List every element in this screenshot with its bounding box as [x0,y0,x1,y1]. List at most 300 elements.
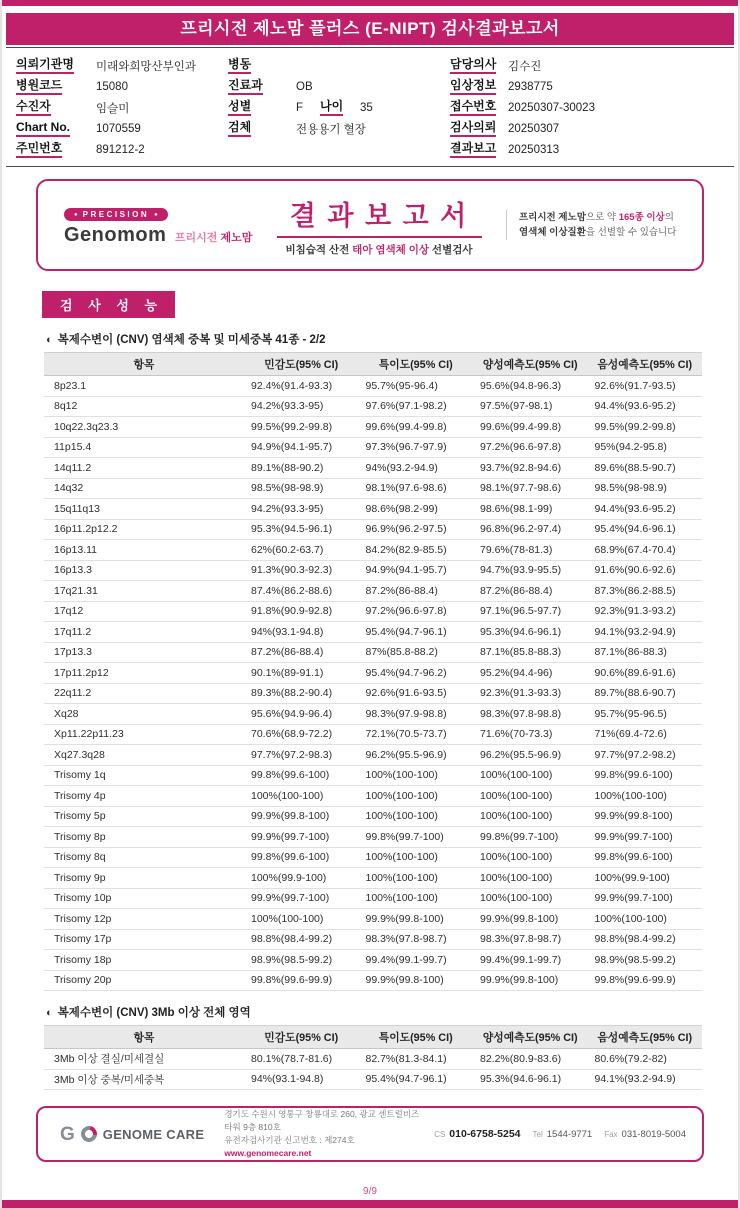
metric-cell: 100%(100-100) [473,847,588,868]
metric-cell: 100%(100-100) [473,765,588,786]
footer-contacts [434,1128,686,1140]
metric-cell: 79.6%(78-81.3) [473,540,588,561]
field-department [228,76,450,97]
footer-license: 유전자검사기관 신고번호 : 제274호 [224,1135,355,1145]
metric-cell: 90.6%(89.6-91.6) [588,663,703,684]
metric-cell: 95.2%(94.4-96) [473,663,588,684]
metric-cell: 92.6%(91.7-93.5) [588,376,703,397]
title-underline [277,236,482,238]
table-row [44,663,702,684]
metric-cell: 98.1%(97.6-98.6) [359,478,474,499]
metric-cell: 98.3%(97.9-98.8) [359,704,474,725]
result-report-header [36,179,704,271]
row-item-label: Trisomy 8p [44,827,244,848]
metric-cell: 90.1%(89-91.1) [244,663,359,684]
metric-cell: 100%(100-100) [359,765,474,786]
table-row [44,642,702,663]
field-value: 2938775 [508,80,553,93]
note-segment: 프리시전 제노맘 [519,211,586,223]
metric-cell: 62%(60.2-63.7) [244,540,359,561]
metric-cell: 99.9%(99.7-100) [244,827,359,848]
metric-cell: 95.3%(94.5-96.1) [244,519,359,540]
table-header-row [44,1026,702,1049]
metric-cell: 72.1%(70.5-73.7) [359,724,474,745]
subtitle-accent: 태아 염색체 이상 [352,243,430,256]
field-value: 전용용기 혈장 [296,123,366,136]
metric-cell: 94.9%(94.1-95.7) [244,437,359,458]
field-value: 미래와희망산부인과 [96,60,196,73]
metric-cell: 92.6%(91.6-93.5) [359,683,474,704]
dot-icon: ● [74,211,78,218]
metric-cell: 99.6%(99.4-99.8) [359,417,474,438]
metric-cell: 98.8%(98.4-99.2) [244,929,359,950]
precision-badge [64,208,168,221]
result-report-title: 결 과 보 고 서 [289,200,469,231]
metric-cell: 80.1%(78.7-81.6) [244,1049,359,1070]
row-item-label: Trisomy 4p [44,786,244,807]
metric-cell: 94.4%(93.6-95.2) [588,396,703,417]
metric-cell: 89.7%(88.6-90.7) [588,683,703,704]
row-item-label: Trisomy 20p [44,970,244,991]
metric-cell: 87.2%(86-88.4) [473,581,588,602]
row-item-label: 17q21.31 [44,581,244,602]
bottom-accent-bar [0,1200,740,1208]
field-doctor [450,55,728,76]
field-ward [228,55,450,76]
metric-cell: 99.9%(99.8-100) [244,806,359,827]
column-header: 항목 [44,1026,244,1049]
metric-cell: 94.1%(93.2-94.9) [588,622,703,643]
table-row [44,765,702,786]
row-item-label: Trisomy 18p [44,950,244,971]
metric-cell: 99.9%(99.8-100) [359,909,474,930]
table-row [44,560,702,581]
row-item-label: 8p23.1 [44,376,244,397]
field-label: 검체 [228,120,251,137]
note-accent: 165종 이상 [618,211,665,223]
row-item-label: Trisomy 12p [44,909,244,930]
metric-cell: 97.2%(96.6-97.8) [473,437,588,458]
field-label: Chart No. [16,120,70,137]
field-value: 1070559 [96,122,141,135]
note-segment: 염색체 이상질환 [519,227,586,238]
row-item-label: 3Mb 이상 결실/미세결실 [44,1049,244,1070]
precision-badge-label: PRECISION [82,210,150,220]
metric-cell: 92.3%(91.3-93.2) [588,601,703,622]
metric-cell: 97.1%(96.5-97.7) [473,601,588,622]
metric-cell: 87.1%(85.8-88.3) [473,642,588,663]
column-header: 음성예측도(95% CI) [588,1026,703,1049]
brand-sub-precision: 프리시전 [174,232,218,245]
metric-cell: 96.2%(95.5-96.9) [359,745,474,766]
metric-cell: 99.8%(99.6-100) [244,847,359,868]
table-row [44,601,702,622]
row-item-label: Trisomy 8q [44,847,244,868]
row-item-label: Xq28 [44,704,244,725]
field-value: 891212-2 [96,143,145,156]
table-row [44,724,702,745]
metric-cell: 94.7%(93.9-95.5) [473,560,588,581]
field-label: 진료과 [228,78,263,95]
patient-info-divider [6,166,734,167]
row-item-label: Trisomy 17p [44,929,244,950]
field-request-date [450,118,728,139]
column-header: 민감도(95% CI) [244,1026,359,1049]
metric-cell: 98.9%(98.5-99.2) [244,950,359,971]
metric-cell: 98.5%(98-98.9) [588,478,703,499]
cnv-3mb-caption [46,1004,738,1020]
cnv-3mb-table [44,1025,702,1090]
metric-cell: 99.8%(99.6-100) [588,765,703,786]
row-item-label: 10q22.3q23.3 [44,417,244,438]
row-item-label: 22q11.2 [44,683,244,704]
patient-info-column-right [450,55,728,160]
genomecare-logo-text: GENOME CARE [102,1126,205,1142]
patient-info-column-middle [228,55,450,160]
row-item-label: 16p11.2p12.2 [44,519,244,540]
field-label: 임상정보 [450,78,496,95]
table-row [44,827,702,848]
genomecare-logo-g: G [60,1123,75,1145]
metric-cell: 87.2%(86-88.4) [359,581,474,602]
table-row [44,458,702,479]
subtitle-segment: 비침습적 산전 [285,243,353,256]
table-row [44,581,702,602]
metric-cell: 94.1%(93.2-94.9) [588,1069,703,1090]
page-title: 프리시전 제노맘 플러스 (E-NIPT) 검사결과보고서 [6,13,734,45]
row-item-label: 14q11.2 [44,458,244,479]
field-clinical-info [450,76,728,97]
metric-cell: 99.9%(99.7-100) [588,888,703,909]
metric-cell: 100%(100-100) [244,786,359,807]
note-segment: 의 [664,211,674,223]
row-item-label: Trisomy 1q [44,765,244,786]
metric-cell: 98.6%(98.1-99) [473,499,588,520]
field-label: 수진자 [16,99,51,116]
dot-icon: ● [154,211,158,218]
metric-cell: 97.7%(97.2-98.3) [244,745,359,766]
screening-note [506,210,686,240]
metric-cell: 99.8%(99.6-99.9) [588,970,703,991]
metric-cell: 91.3%(90.3-92.3) [244,560,359,581]
metric-cell: 95.6%(94.8-96.3) [473,376,588,397]
field-receipt-no [450,97,728,118]
table-row [44,909,702,930]
row-item-label: 8q12 [44,396,244,417]
table-row [44,437,702,458]
metric-cell: 98.3%(97.8-98.8) [473,704,588,725]
table-row [44,745,702,766]
field-label: 병원코드 [16,78,62,95]
column-header: 특이도(95% CI) [359,353,474,376]
footer-address: 경기도 수원시 영통구 창룡대로 260, 광교 센트럴비즈타워 9층 810호 [224,1108,420,1132]
metric-cell: 87.4%(86.2-88.6) [244,581,359,602]
metric-cell: 99.5%(99.2-99.8) [588,417,703,438]
table-row [44,868,702,889]
metric-cell: 87.3%(86.2-88.5) [588,581,703,602]
metric-cell: 95.4%(94.6-96.1) [588,519,703,540]
field-chart-no [16,118,228,139]
metric-cell: 87%(85.8-88.2) [359,642,474,663]
brand-sub-genomom: 제노맘 [220,232,253,245]
metric-cell: 94%(93.2-94.9) [359,458,474,479]
metric-cell: 100%(100-100) [473,806,588,827]
table-row [44,417,702,438]
metric-cell: 84.2%(82.9-85.5) [359,540,474,561]
half-circle-icon: ◐ [46,334,53,346]
table-row [44,847,702,868]
column-header: 양성예측도(95% CI) [473,353,588,376]
metric-cell: 100%(99.9-100) [244,868,359,889]
result-title-block [252,194,506,257]
row-item-label: Trisomy 10p [44,888,244,909]
genomecare-logo [60,1125,204,1144]
field-label: 접수번호 [450,99,496,116]
subtitle-segment: 선별검사 [429,243,473,256]
row-item-label: 17p13.3 [44,642,244,663]
table-header-row [44,353,702,376]
field-label: 주민번호 [16,141,62,158]
metric-cell: 94%(93.1-94.8) [244,622,359,643]
brand-line [64,224,252,247]
field-label: 성별 [228,99,251,116]
patient-info-column-left [16,55,228,160]
metric-cell: 89.1%(88-90.2) [244,458,359,479]
metric-cell: 98.3%(97.8-98.7) [359,929,474,950]
row-item-label: Xq27.3q28 [44,745,244,766]
table-row [44,478,702,499]
cnv-duplication-caption [46,331,738,347]
patient-info-section [2,48,738,166]
metric-cell: 100%(100-100) [473,888,588,909]
caption-text: 복제수변이 (CNV) 염색체 중복 및 미세중복 41종 - 2/2 [57,334,326,346]
metric-cell: 100%(100-100) [359,786,474,807]
metric-cell: 98.3%(97.8-98.7) [473,929,588,950]
field-value: F [296,101,304,114]
metric-cell: 99.6%(99.4-99.8) [473,417,588,438]
contact-value: 031-8019-5004 [621,1128,686,1140]
metric-cell: 99.8%(99.6-100) [588,847,703,868]
row-item-label: 3Mb 이상 중복/미세중복 [44,1069,244,1090]
metric-cell: 98.9%(98.5-99.2) [588,950,703,971]
table-row [44,540,702,561]
table-row [44,683,702,704]
column-header: 음성예측도(95% CI) [588,353,703,376]
metric-cell: 97.2%(96.6-97.8) [359,601,474,622]
metric-cell: 99.9%(99.8-100) [473,909,588,930]
metric-cell: 95.7%(95-96.4) [359,376,474,397]
page-number: 9/9 [363,1186,377,1197]
column-header: 항목 [44,353,244,376]
cnv-duplication-table [44,352,702,991]
row-item-label: Trisomy 9p [44,868,244,889]
metric-cell: 98.8%(98.4-99.2) [588,929,703,950]
column-header: 양성예측도(95% CI) [473,1026,588,1049]
metric-cell: 100%(100-100) [359,868,474,889]
metric-cell: 95.4%(94.7-96.1) [359,1069,474,1090]
footer-website-link[interactable]: www.genomecare.net [224,1148,312,1159]
metric-cell: 97.7%(97.2-98.2) [588,745,703,766]
contact-cs [434,1128,520,1140]
metric-cell: 95%(94.2-95.8) [588,437,703,458]
metric-cell: 89.3%(88.2-90.4) [244,683,359,704]
contact-label: Fax [604,1129,618,1139]
metric-cell: 95.7%(95-96.5) [588,704,703,725]
field-value: 20250307-30023 [508,101,595,114]
contact-fax [604,1129,686,1140]
metric-cell: 99.4%(99.1-99.7) [473,950,588,971]
field-value: 20250313 [508,143,560,156]
genomom-logo [64,203,252,248]
metric-cell: 100%(100-100) [588,786,703,807]
metric-cell: 99.9%(99.8-100) [588,806,703,827]
table-row [44,519,702,540]
row-item-label: 15q11q13 [44,499,244,520]
metric-cell: 82.7%(81.3-84.1) [359,1049,474,1070]
metric-cell: 97.3%(96.7-97.9) [359,437,474,458]
metric-cell: 82.2%(80.9-83.6) [473,1049,588,1070]
field-value: 15080 [96,80,128,93]
note-segment: 으로 약 [585,211,619,223]
metric-cell: 99.8%(99.7-100) [473,827,588,848]
field-specimen [228,118,450,139]
table-row [44,396,702,417]
metric-cell: 70.6%(68.9-72.2) [244,724,359,745]
metric-cell: 100%(100-100) [359,888,474,909]
field-value: 김수진 [508,60,542,73]
metric-cell: 80.6%(79.2-82) [588,1049,703,1070]
metric-cell: 100%(100-100) [588,909,703,930]
table-row [44,929,702,950]
table-row [44,950,702,971]
metric-cell: 95.4%(94.7-96.1) [359,622,474,643]
metric-cell: 68.9%(67.4-70.4) [588,540,703,561]
table-row [44,499,702,520]
metric-cell: 96.8%(96.2-97.4) [473,519,588,540]
field-org [16,55,228,76]
metric-cell: 99.9%(99.8-100) [473,970,588,991]
metric-cell: 98.5%(98-98.9) [244,478,359,499]
column-header: 특이도(95% CI) [359,1026,474,1049]
footer [36,1106,704,1162]
metric-cell: 100%(100-100) [473,786,588,807]
row-item-label: 16p13.11 [44,540,244,561]
contact-label: CS [434,1130,446,1139]
metric-cell: 87.2%(86-88.4) [244,642,359,663]
field-value: 35 [360,101,373,114]
field-label: 병동 [228,57,251,74]
metric-cell: 99.5%(99.2-99.8) [244,417,359,438]
metric-cell: 98.6%(98.2-99) [359,499,474,520]
row-item-label: 17p11.2p12 [44,663,244,684]
performance-section-badge: 검 사 성 능 [42,291,175,318]
metric-cell: 99.9%(99.7-100) [244,888,359,909]
caption-text: 복제수변이 (CNV) 3Mb 이상 전체 영역 [57,1007,251,1019]
metric-cell: 95.3%(94.6-96.1) [473,622,588,643]
metric-cell: 100%(99.9-100) [588,868,703,889]
half-circle-icon: ◐ [46,1007,53,1019]
contact-label: Tel [532,1129,543,1139]
metric-cell: 99.9%(99.8-100) [359,970,474,991]
metric-cell: 99.8%(99.7-100) [359,827,474,848]
metric-cell: 99.4%(99.1-99.7) [359,950,474,971]
row-item-label: 16p13.3 [44,560,244,581]
row-item-label: 14q32 [44,478,244,499]
metric-cell: 91.8%(90.9-92.8) [244,601,359,622]
field-report-date [450,139,728,160]
metric-cell: 100%(100-100) [473,868,588,889]
metric-cell: 95.4%(94.7-96.2) [359,663,474,684]
field-label: 검사의뢰 [450,120,496,137]
genomecare-ring-icon [78,1123,100,1145]
metric-cell: 89.6%(88.5-90.7) [588,458,703,479]
metric-cell: 99.8%(99.6-100) [244,765,359,786]
metric-cell: 99.8%(99.6-99.9) [244,970,359,991]
contact-value: 1544-9771 [546,1128,593,1140]
row-item-label: Trisomy 5p [44,806,244,827]
metric-cell: 94%(93.1-94.8) [244,1069,359,1090]
top-accent-bar [2,0,738,6]
metric-cell: 91.6%(90.6-92.6) [588,560,703,581]
field-sex-age [228,97,450,118]
metric-cell: 93.7%(92.8-94.6) [473,458,588,479]
footer-address-block [224,1108,420,1161]
note-segment: 을 선별할 수 있습니다 [585,227,677,238]
table-row [44,704,702,725]
metric-cell: 92.3%(91.3-93.3) [473,683,588,704]
contact-tel [533,1129,593,1140]
table-row [44,888,702,909]
row-item-label: 17q12 [44,601,244,622]
table-row [44,786,702,807]
metric-cell: 96.9%(96.2-97.5) [359,519,474,540]
field-resident-id [16,139,228,160]
table-row [44,622,702,643]
column-header: 민감도(95% CI) [244,353,359,376]
table-row [44,376,702,397]
metric-cell: 71.6%(70-73.3) [473,724,588,745]
metric-cell: 97.6%(97.1-98.2) [359,396,474,417]
metric-cell: 95.3%(94.6-96.1) [473,1069,588,1090]
metric-cell: 99.9%(99.7-100) [588,827,703,848]
field-label: 결과보고 [450,141,496,158]
table-row [44,806,702,827]
table-row [44,970,702,991]
field-label: 담당의사 [450,57,496,74]
brand-name: Genomom [64,224,167,247]
field-label: 의뢰기관명 [16,57,74,74]
contact-value: 010-6758-5254 [449,1128,521,1140]
metric-cell: 94.4%(93.6-95.2) [588,499,703,520]
metric-cell: 92.4%(91.4-93.3) [244,376,359,397]
table-row [44,1049,702,1070]
field-value: 20250307 [508,122,560,135]
metric-cell: 100%(100-100) [359,806,474,827]
metric-cell: 97.5%(97-98.1) [473,396,588,417]
row-item-label: Xp11.22p11.23 [44,724,244,745]
field-hospital-code [16,76,228,97]
field-label: 나이 [320,99,343,116]
metric-cell: 98.1%(97.7-98.6) [473,478,588,499]
brand-subtitle [175,232,252,244]
metric-cell: 87.1%(86-88.3) [588,642,703,663]
field-patient-name [16,97,228,118]
metric-cell: 95.6%(94.9-96.4) [244,704,359,725]
metric-cell: 94.9%(94.1-95.7) [359,560,474,581]
row-item-label: 17q11.2 [44,622,244,643]
field-value: OB [296,80,313,93]
metric-cell: 94.2%(93.3-95) [244,499,359,520]
